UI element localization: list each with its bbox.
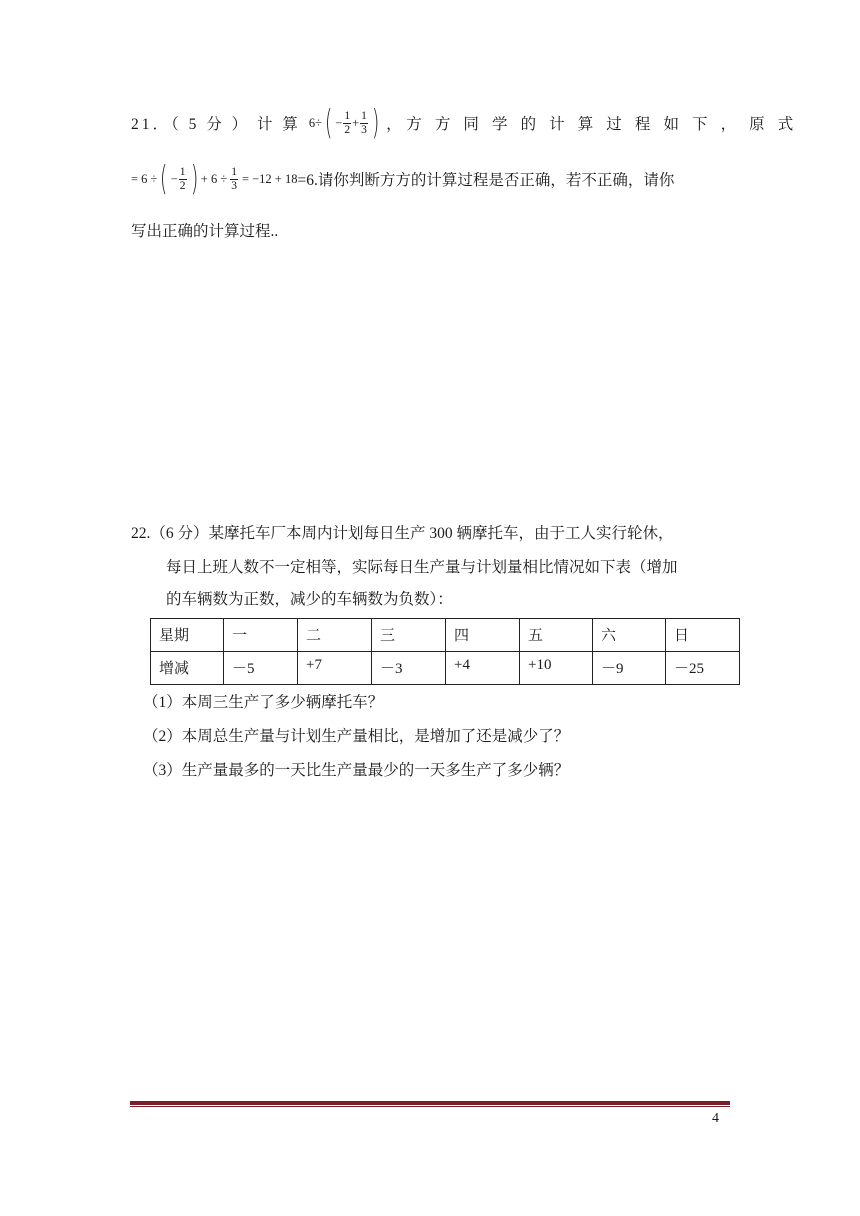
table-header-row [151,619,740,652]
q21-prefix: 21．（ 5 分 ） 计 算 [131,116,301,133]
q21-expr-lead: 6÷ [308,115,323,130]
table-cell: 三 [372,619,446,652]
production-table [150,618,740,685]
table-cell: +4 [446,652,520,685]
q21-line2-b: + 6 ÷ [200,171,228,186]
table-cell: 六 [593,619,666,652]
footer-rule-thick [130,1101,730,1105]
q21-frac2: $\frac{1}{3}$ [361,110,367,136]
q21-line1: 21．（ 5 分 ） 计 算 6÷ ( − $\frac{1}{2}$ + $\frac{1}{3}$ ) ，方 方 同 学 的 计 算 过 程 如 下 ， 原 式 [131,103,798,143]
page-number: 4 [712,1111,719,1126]
table-cell: +10 [520,652,593,685]
q22-line2: 每日上班人数不一定相等，实际每日生产量与计划量相比情况如下表（增加 [166,559,678,576]
table-cell: 增减 [151,652,224,685]
q21-frac1: $\frac{1}{2}$ [344,110,351,136]
table-cell: －25 [666,652,740,685]
q21-tail: ，方 方 同 学 的 计 算 过 程 如 下 ， 原 式 [386,116,798,133]
q22-line1: 22.（6 分）某摩托车厂本周内计划每日生产 300 辆摩托车，由于工人实行轮休， [131,525,674,542]
table-cell: 五 [520,619,593,652]
q21-line2-frac1: $\frac{1}{2}$ [179,166,186,192]
table-cell: 一 [224,619,298,652]
open-paren: ( [325,103,333,143]
table-cell: +7 [298,652,372,685]
table-cell: 四 [446,619,520,652]
q22-sub1: （1）本周三生产了多少辆摩托车？ [143,694,384,711]
table-cell: －9 [593,652,666,685]
q22-line3: 的车辆数为正数，减少的车辆数为负数）： [166,591,453,608]
q21-line2-text: =6.请你判断方方的计算过程是否正确，若不正确，请你 [297,172,675,189]
close-paren: ) [371,103,380,143]
table-cell: 二 [298,619,372,652]
q21-line2-frac2: $\frac{1}{3}$ [231,166,237,192]
q21-line2-c: = −12 + 18 [241,171,298,186]
q22-sub3: （3）生产量最多的一天比生产量最少的一天多生产了多少辆？ [143,762,570,779]
table-cell: －5 [224,652,298,685]
q21-line2-a: = 6 ÷ [131,171,158,186]
table-cell: －3 [372,652,446,685]
q22-sub2: （2）本周总生产量与计划生产量相比，是增加了还是减少了？ [143,728,570,745]
q21-line3: 写出正确的计算过程.. [131,223,279,240]
table-cell: 日 [666,619,740,652]
table-cell: 星期 [151,619,224,652]
footer-rule-thin [130,1106,730,1107]
table-row [151,652,740,685]
q21-line2: = 6 ÷ ( − $\frac{1}{2}$ ) + 6 ÷ $\frac{1}{3}$ = −12 + 18 =6.请你判断方方的计算过程是否正确，若不正确，请你 [131,159,675,199]
